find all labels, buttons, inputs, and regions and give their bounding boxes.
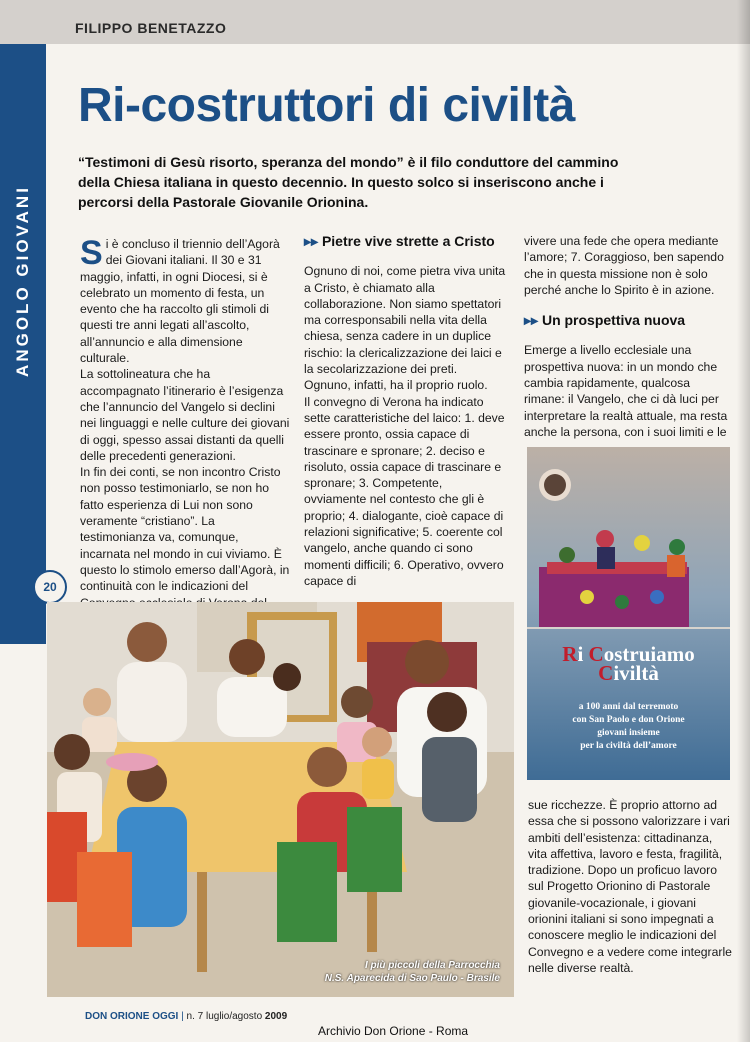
poster-title-part: iviltà: [613, 661, 659, 685]
children-photo: [47, 602, 514, 997]
article-lead: “Testimoni di Gesù risorto, speranza del mondo” è il filo conduttore del cammino della Chiesa italiana in questo decennio. In questo solco si inseriscono anche i percorsi della Pastorale Giovanile Orionina.: [78, 154, 619, 210]
column-3-continued: [528, 797, 733, 976]
section-heading: [524, 312, 729, 328]
double-arrow-icon: ▸▸: [304, 233, 319, 249]
poster-text: [527, 701, 730, 753]
section-heading-text: Un prospettiva nuova: [541, 312, 686, 329]
poster-line: per la civiltà dell’amore: [580, 741, 677, 751]
paragraph: i è concluso il triennio dell’Agorà dei Giovani italiani. Il 30 e 31 maggio, infatti, in ogni Diocesi, si è celebrato un momento di festa, un evento che ha raccolto gli stimoli di questi tre anni legati all’ascolto, all’annuncio e alla dimensione culturale.: [80, 237, 280, 366]
caption-line: N.S. Aparecida di Sao Paulo - Brasile: [324, 973, 500, 984]
author-name: FILIPPO BENETAZZO: [75, 20, 227, 36]
poster-title-part: C: [598, 661, 614, 685]
article-title: Ri-costruttori di civiltà: [78, 79, 575, 132]
section-sidebar: [0, 44, 46, 644]
poster-line: giovani insieme: [597, 728, 660, 738]
issue-info: n. 7 luglio/agosto: [186, 1011, 263, 1022]
poster-line: a 100 anni dal terremoto: [578, 702, 679, 712]
double-arrow-icon: ▸▸: [524, 312, 539, 329]
drop-cap: S: [80, 234, 103, 272]
paragraph: In fin dei conti, se non incontro Cristo non posso testimoniarlo, se non ho fatto esperienza di Lui non sono veramente “cristiano”. La testimonianza va, comunque, incarnata nel mondo in cui viviamo. È questo lo stimolo emerso dall’Agorà, in continuità con le indicazioni del: [80, 465, 290, 594]
issue-year: 2009: [264, 1011, 288, 1022]
column-3: [524, 233, 729, 440]
section-heading: [304, 233, 507, 249]
paragraph: vivere una fede che opera mediante l’amore; 7. Coraggioso, ben sapendo che in questa missione non è solo perché anche lo Spirito è in azione.: [524, 234, 724, 297]
event-poster: [527, 447, 730, 780]
archive-label: Archivio Don Orione - Roma: [318, 1024, 469, 1038]
page-binding-shadow: [737, 0, 750, 1042]
footer-separator: |: [181, 1011, 184, 1022]
paragraph: Ognuno di noi, come pietra viva unita a Cristo, è chiamato alla collaborazione. Non siamo spettatori ma corresponsabili nella vita della chiesa, senza cadere in un duplice rischio: la clericalizzazione dei laici e la secolarizzazione dei preti. Ognuno, infatti, ha il proprio ruolo.: [304, 264, 506, 393]
paragraph: Emerge a livello ecclesiale una prospettiva nuova: in un mondo che cambia rapidamente, qualcosa rimane: il Vangelo, che ci dà luci per interpretare la realtà attuale, ma resta anche la persona, con i suoi limiti e le: [524, 343, 728, 439]
paragraph: Il convegno di Verona ha indicato sette caratteristiche del laico: 1. deve essere pronto, ossia capace di trascinare e spronare; 2. deciso e risoluto, ossia capace di trascinare e spronare; 3. Competente, ovviamente nel contesto che gli è proprio; 4. dialogante, cioè capace di relazioni significative; 5. coerente col vangelo, anche quando ci sono momenti difficili; 6. Operativo, ovvero capace di: [304, 394, 505, 588]
poster-title-part: C: [588, 642, 604, 666]
section-label: ANGOLO GIOVANI: [13, 185, 32, 377]
poster-title-part: i: [577, 642, 589, 666]
magazine-name: DON ORIONE OGGI: [85, 1011, 179, 1022]
poster-title: [527, 642, 730, 685]
poster-line: con San Paolo e don Orione: [572, 715, 685, 725]
paragraph: sue ricchezze. È proprio attorno ad essa che si possono valorizzare i vari ambiti dell’esistenza: cittadinanza, vita affettiva, lavoro e festa, fragilità, tradizione. Dopo un proficuo lavoro sul Progetto Orionino di Pastorale giovanile-vocazionale, i giovani orionini italiani si sono impegnati a conoscere meglio le indicazioni del Convegno e a vedere come integrarle nelle diverse realtà.: [528, 798, 732, 975]
section-heading-text: Pietre vive strette a Cristo: [321, 233, 495, 249]
caption-line: I più piccoli della Parrocchia: [364, 960, 500, 971]
column-1: [80, 236, 292, 627]
poster-title-part: ostruiamo: [603, 642, 695, 666]
paragraph: La sottolineatura che ha accompagnato l’itinerario è l’esigenza che l’annuncio del Vangelo si declini nei linguaggi e nelle culture dei giovani di oggi, spesso assai distanti da quelli delle precedenti generazioni.: [80, 367, 290, 463]
photo-caption: [325, 959, 500, 985]
page-number: 20: [33, 570, 67, 604]
poster-title-part: R: [562, 642, 578, 666]
column-2: [304, 233, 507, 589]
page-footer: [85, 1011, 287, 1022]
photo-illustration: [47, 602, 514, 997]
